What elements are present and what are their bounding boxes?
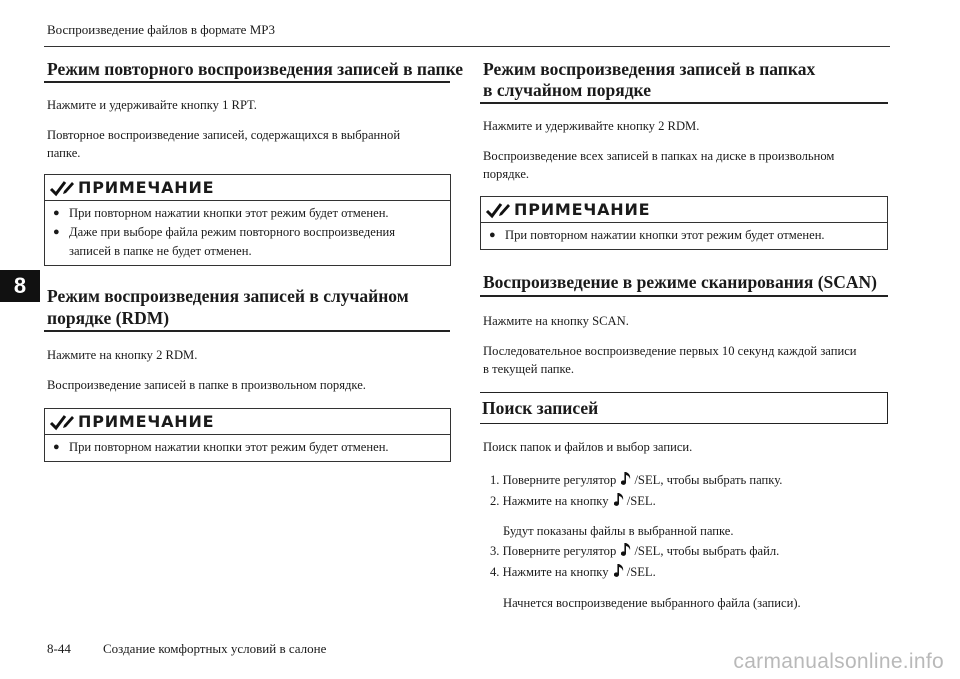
paragraph: Повторное воспроизведение записей, содержащихся в выбранной bbox=[47, 128, 401, 142]
section-title-repeat-folder: Режим повторного воспроизведения записей в папке bbox=[47, 59, 464, 79]
section-title-search bbox=[480, 392, 888, 424]
paragraph: Нажмите на кнопку 2 RDM. bbox=[47, 348, 198, 362]
paragraph: порядке. bbox=[483, 167, 530, 181]
paragraph: Нажмите на кнопку SCAN. bbox=[483, 314, 629, 328]
note-text: Даже при выборе файла режим повторного воспроизведения bbox=[69, 225, 396, 239]
note-label: ПРИМЕЧАНИЕ bbox=[78, 178, 215, 197]
section-title-rdm-2: порядке (RDM) bbox=[47, 308, 170, 328]
note-header bbox=[45, 175, 450, 201]
section-rule bbox=[480, 295, 888, 297]
paragraph: Последовательное воспроизведение первых 10 секунд каждой записи bbox=[483, 344, 857, 358]
note-box bbox=[44, 408, 451, 462]
section-rule bbox=[44, 81, 450, 83]
paragraph: Нажмите и удерживайте кнопку 1 RPT. bbox=[47, 98, 257, 112]
paragraph: папке. bbox=[47, 146, 81, 160]
step-result: Будут показаны файлы в выбранной папке. bbox=[503, 524, 734, 538]
music-note-icon bbox=[621, 471, 633, 487]
note-text: записей в папке не будет отменен. bbox=[69, 244, 252, 258]
step-2 bbox=[490, 491, 656, 511]
paragraph: Нажмите и удерживайте кнопку 2 RDM. bbox=[483, 119, 700, 133]
note-header bbox=[481, 197, 887, 223]
bullet-icon: ● bbox=[489, 229, 496, 241]
pencil-check-icon bbox=[484, 200, 512, 220]
bullet-icon: ● bbox=[53, 207, 60, 219]
step-text: /SEL, чтобы выбрать файл. bbox=[634, 544, 780, 558]
note-box bbox=[44, 174, 451, 266]
page-number: 8-44 bbox=[47, 641, 71, 656]
step-text: 2. Нажмите на кнопку bbox=[490, 494, 609, 508]
note-box bbox=[480, 196, 888, 250]
step-text: /SEL. bbox=[626, 494, 656, 508]
note-label: ПРИМЕЧАНИЕ bbox=[78, 412, 215, 431]
paragraph: Поиск папок и файлов и выбор записи. bbox=[483, 440, 693, 454]
section-title-search-text: Поиск записей bbox=[482, 398, 599, 418]
pencil-check-icon bbox=[48, 178, 76, 198]
note-text: При повторном нажатии кнопки этот режим будет отменен. bbox=[505, 228, 825, 242]
step-4 bbox=[490, 562, 656, 582]
watermark: carmanualsonline.info bbox=[733, 650, 944, 673]
paragraph: Воспроизведение всех записей в папках на диске в произвольном bbox=[483, 149, 835, 163]
music-note-icon bbox=[614, 492, 626, 508]
section-title-rdm: Режим воспроизведения записей в случайном bbox=[47, 286, 409, 306]
chapter-tab: 8 bbox=[0, 270, 40, 302]
step-text: 1. Поверните регулятор bbox=[490, 473, 617, 487]
section-title-scan: Воспроизведение в режиме сканирования (SCAN) bbox=[483, 272, 878, 292]
paragraph: в текущей папке. bbox=[483, 362, 575, 376]
pencil-check-icon bbox=[48, 412, 76, 432]
step-text: 3. Поверните регулятор bbox=[490, 544, 617, 558]
note-text: При повторном нажатии кнопки этот режим будет отменен. bbox=[69, 440, 389, 454]
step-text: /SEL. bbox=[626, 565, 656, 579]
running-title: Воспроизведение файлов в формате MP3 bbox=[47, 22, 275, 37]
note-text: При повторном нажатии кнопки этот режим будет отменен. bbox=[69, 206, 389, 220]
section-rule bbox=[480, 102, 888, 104]
header-rule bbox=[44, 46, 890, 47]
step-text: /SEL, чтобы выбрать папку. bbox=[634, 473, 783, 487]
section-title-folders-random-2: в случайном порядке bbox=[483, 80, 651, 100]
chapter-title: Создание комфортных условий в салоне bbox=[103, 641, 327, 656]
bullet-icon: ● bbox=[53, 441, 60, 453]
note-header bbox=[45, 409, 450, 435]
music-note-icon bbox=[614, 563, 626, 579]
step-result: Начнется воспроизведение выбранного файла (записи). bbox=[503, 596, 801, 610]
music-note-icon bbox=[621, 542, 633, 558]
step-3 bbox=[490, 541, 779, 561]
section-title-folders-random: Режим воспроизведения записей в папках bbox=[483, 59, 816, 79]
bullet-icon: ● bbox=[53, 226, 60, 238]
paragraph: Воспроизведение записей в папке в произвольном порядке. bbox=[47, 378, 366, 392]
section-rule bbox=[44, 330, 450, 332]
step-text: 4. Нажмите на кнопку bbox=[490, 565, 609, 579]
step-1 bbox=[490, 470, 782, 490]
note-label: ПРИМЕЧАНИЕ bbox=[514, 200, 651, 219]
